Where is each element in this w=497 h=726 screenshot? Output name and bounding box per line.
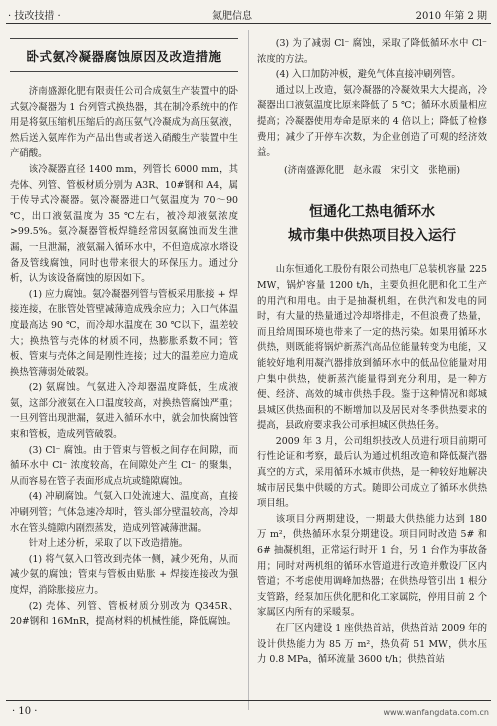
article1-paragraph: (4) 冲刷腐蚀。气氨入口处流速大、温度高，直接冲刷列管；气体急速冷却时，管头部分壁温较高，冷却水在管头缝隙内剧烈蒸发，造成列管减薄泄漏。 xyxy=(10,491,238,534)
column-divider xyxy=(248,30,249,710)
article2-title-line1: 恒通化工热电循环水 xyxy=(309,204,435,221)
article1-signature: (济南盛源化肥 赵永霞 宋引文 张艳丽) xyxy=(283,164,461,176)
article1-continued-paragraph: (3) 为了减弱 Cl⁻ 腐蚀，采取了降低循环水中 Cl⁻ 浓度的方法。 xyxy=(257,38,487,65)
article2-paragraph: 该项目分两期建设，一期最大供热能力达到 180 万 m²，供热循环水泵分期建设。项目同时改造 5# 和 6# 抽凝机组，正常运行时开 1 台，另 1 台作为事故备用；同时对两机组的循环水管道进行改造并敷设厂区内管道；不考虑使用调峰加热器；在供热母管引出 1 根分支管路，经泵加压供化肥和化工家属院，停用目前 2 个家属区内所有的采暖泵。 xyxy=(257,513,487,619)
article2-paragraph: 在厂区内建设 1 座供热首站，供热首站 2009 年的设计供热能力为 85 万 m²，热负荷 51 MW，供水压力 0.8 MPa，循环流量 3600 t/h；供热首站 xyxy=(257,623,487,666)
article1-paragraph: 该冷凝器直径 1400 mm，列管长 6000 mm，其壳体、列管、管板材质分别为 A3R、10#钢和 A4，属于传导式冷凝器。氨冷凝器进口气氨温度为 70～90 ℃，出口液氨温度为 35 ℃左右，被冷却液氨浓度 >99.5%。氨冷凝器管板焊缝经常因氨腐蚀而发生泄漏，一旦泄漏，液氨漏入循环水中，不但造成凉水塔设备及管线腐蚀，同时也带来很大的环保压力。通过分析，认为该设备腐蚀的原因如下。 xyxy=(10,163,238,285)
page-footer xyxy=(0,700,497,726)
article1-paragraph: (2) 壳体、列管、管板材质分别改为 Q345R、20#钢和 16MnR，提高材料的机械性能，降低腐蚀。 xyxy=(10,600,238,628)
journal-name: 氮肥信息 xyxy=(212,11,252,22)
article1-paragraph: (1) 应力腐蚀。氨冷凝器列管与管板采用胀接 + 焊接连接，在胀管处管壁减薄造成残余应力；入口气体温度最高达 90 ℃，而冷却水温度在 30 ℃以下，温差较大；换热管与壳体的材质不同，热膨胀系数不同；管板、管束与壳体之间是刚性连接；过大的温差应力造成换热管薄弱处破裂。 xyxy=(10,288,238,378)
article2-title xyxy=(257,200,487,248)
page-header xyxy=(0,0,497,26)
article1-continued-paragraph: (4) 入口加防冲板，避免气体直接冲刷列管。 xyxy=(275,69,461,81)
article1-paragraph: 济南盛源化肥有限责任公司合成氨生产装置中的卧式氨冷凝器为 1 台列管式换热器，其在制冷系统中的作用是将氨压缩机压缩后的高压氨气冷凝成为高压氨液，然后送入氨库作为产品出售或者送入硝酸生产装置中生产硝酸。 xyxy=(10,86,238,160)
issue-label: 2010 年第 2 期 xyxy=(415,11,487,22)
article1-paragraph: (3) Cl⁻ 腐蚀。由于管束与管板之间存在间隙，而循环水中 Cl⁻ 浓度较高，在间隙处产生 Cl⁻ 的聚集，从而容易在管子表面形成点坑或缝隙腐蚀。 xyxy=(10,444,238,487)
header-rule xyxy=(6,23,491,24)
article1-paragraph: 针对上述分析，采取了以下改造措施。 xyxy=(28,538,189,550)
article2-paragraph: 2009 年 3 月，公司组织技改人员进行项目前期可行性论证和考察，最后认为通过机组改造和降低凝汽器真空的方式，采用循环水城市供热，是一种较好地解决城市居民集中供暖的方式。随即公司成立了循环水供热项目组。 xyxy=(257,435,487,510)
page-number: · 10 · xyxy=(12,706,38,717)
section-label: · 技改技措 · xyxy=(8,11,61,22)
article1-paragraph: (2) 氨腐蚀。气氨进入冷却器温度降低，生成液氨，这部分液氨在入口温度较高，对换热管腐蚀严重；一旦列管出现泄漏，氨进入循环水中，就会加快腐蚀管束和管板，造成列管破裂。 xyxy=(10,382,238,441)
article1-paragraph: (1) 将气氨入口管改到壳体一侧，减少死角，从而减少氨的腐蚀；管束与管板由贴胀 + 焊接连接改为强度焊，消除胀接应力。 xyxy=(10,553,238,596)
article1-title: 卧式氨冷凝器腐蚀原因及改造措施 xyxy=(10,38,238,72)
left-column xyxy=(10,36,238,630)
article1-continued-paragraph: 通过以上改造，氨冷凝器的冷凝效果大大提高，冷凝器出口液氨温度比原来降低了 5 ℃；循环水质量相应提高；冷凝器使用寿命是原来的 4 倍以上；降低了检修费用；减少了开停车次数，为企业创造了可观的经济效益。 xyxy=(257,84,487,159)
footer-rule xyxy=(6,700,491,701)
article2-title-line2: 城市集中供热项目投入运行 xyxy=(288,228,456,245)
right-column xyxy=(257,36,487,668)
watermark: www.wanfangdata.com.cn xyxy=(383,708,489,717)
article2-paragraph: 山东恒通化工股份有限公司热电厂总装机容量 225 MW，锅炉容量 1200 t/h，主要负担化肥和化工生产的用汽和用电。由于是抽凝机组，在供汽和发电的同时，有大量的热量通过冷却塔排走，不但浪费了热量，而且给周围环境也带来了一定的热污染。如果用循环水供热，则既能将锅炉新蒸汽高品位能量转变为电能，又能较好地利用凝汽器排放到循环水中的低品位能量对用户集中供热，使新蒸汽能量得到充分利用，是一种方便、经济、高效的城市供热手段。鉴于这种情况和郯城县城区供热面积的不断增加以及居民对冬季供热要求的提高，县政府要求我公司承担城区供热任务。 xyxy=(257,264,487,432)
